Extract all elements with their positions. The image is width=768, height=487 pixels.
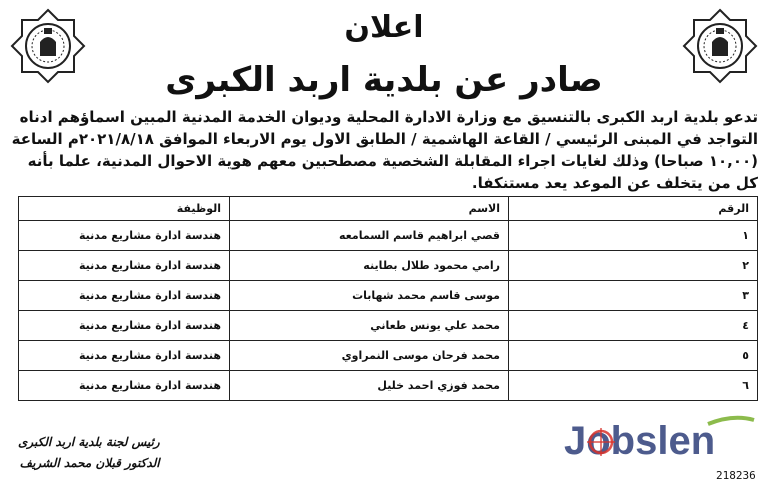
table-row: [19, 281, 758, 311]
table-row: [19, 251, 758, 281]
candidate-job: هندسة ادارة مشاريع مدنية: [19, 281, 230, 311]
table-header-row: [19, 197, 758, 221]
row-number: ٦: [509, 371, 758, 401]
column-header-number: الرقم: [509, 197, 758, 221]
watermark-text: Jobslen: [564, 419, 716, 463]
table-row: [19, 221, 758, 251]
row-number: ٤: [509, 311, 758, 341]
candidate-name: محمد علي يونس طعاني: [230, 311, 509, 341]
table-row: [19, 311, 758, 341]
row-number: ٢: [509, 251, 758, 281]
candidate-name: محمد فرحان موسى النمراوي: [230, 341, 509, 371]
ad-reference-number: 218236: [716, 469, 756, 482]
announcement-title: اعلان: [344, 10, 424, 45]
signature-name: الدكتور قبلان محمد الشريف: [19, 456, 160, 470]
candidate-job: هندسة ادارة مشاريع مدنية: [19, 311, 230, 341]
column-header-job: الوظيفة: [19, 197, 230, 221]
column-header-name: الاسم: [230, 197, 509, 221]
candidate-job: هندسة ادارة مشاريع مدنية: [19, 251, 230, 281]
row-number: ٥: [509, 341, 758, 371]
row-number: ٣: [509, 281, 758, 311]
candidate-job: هندسة ادارة مشاريع مدنية: [19, 341, 230, 371]
candidates-table: [18, 196, 758, 401]
jobslen-logo: [558, 412, 758, 468]
candidate-name: محمد فوزي احمد خليل: [230, 371, 509, 401]
row-number: ١: [509, 221, 758, 251]
candidate-name: موسى قاسم محمد شهابات: [230, 281, 509, 311]
candidate-job: هندسة ادارة مشاريع مدنية: [19, 371, 230, 401]
candidate-name: قصي ابراهيم قاسم السمامعه: [230, 221, 509, 251]
announcement-subtitle: صادر عن بلدية اربد الكبرى: [165, 60, 603, 100]
candidate-job: هندسة ادارة مشاريع مدنية: [19, 221, 230, 251]
announcement-body: تدعو بلدية اربد الكبرى بالتنسيق مع وزارة الادارة المحلية وديوان الخدمة المدنية المبين اسماؤهم ادناه التواجد في المبنى الرئيسي / القاعة الهاشمية / الطابق الاول يوم الاربعاء الموافق ٢٠٢١/٨/١٨م الساعة (١٠,٠٠ صباحا) وذلك لغايات اجراء المقابلة الشخصية مصطحبين معهم هوية الاحوال المدنية، علما بأنه كل من يتخلف عن الموعد يعد مستنكفا.: [11, 108, 758, 192]
signature-block: [18, 432, 160, 474]
candidate-name: رامي محمود طلال بطاينه: [230, 251, 509, 281]
signature-position: رئيس لجنة بلدية اربد الكبرى: [18, 435, 160, 449]
table-row: [19, 371, 758, 401]
table-row: [19, 341, 758, 371]
